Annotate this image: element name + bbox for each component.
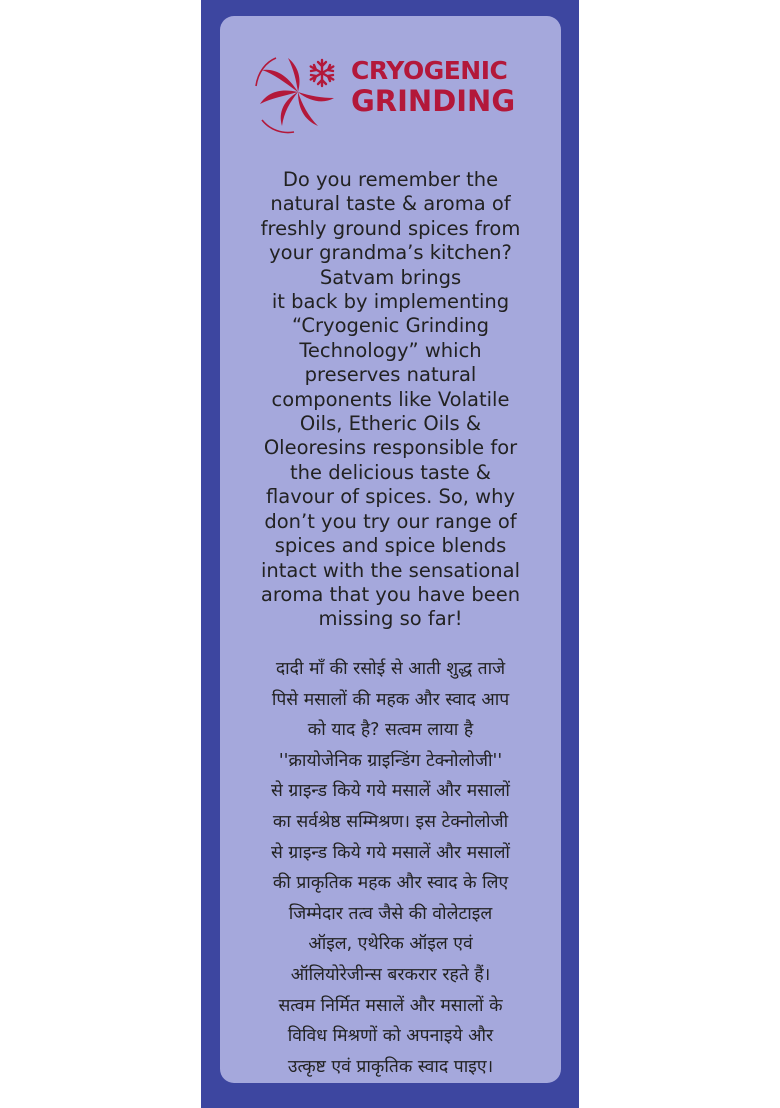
hindi-line: से ग्राइन्ड किये गये मसालें और मसालों bbox=[271, 842, 510, 863]
english-line: “Cryogenic Grinding bbox=[291, 314, 490, 338]
english-line: preserves natural bbox=[304, 363, 477, 387]
hindi-line: उत्कृष्ट एवं प्राकृतिक स्वाद पाइए। bbox=[287, 1056, 494, 1077]
hindi-line: पिसे मसालों की महक और स्वाद आप bbox=[271, 689, 510, 710]
hindi-line: विविध मिश्रणों को अपनाइये और bbox=[287, 1026, 494, 1047]
hindi-line: से ग्राइन्ड किये गये मसालें और मसालों bbox=[271, 781, 510, 802]
english-line: don’t you try our range of bbox=[264, 509, 517, 533]
content-panel bbox=[220, 16, 561, 1083]
logo-wordmark bbox=[351, 56, 515, 116]
hindi-line: ''क्रायोजेनिक ग्राइन्डिंग टेक्नोलोजी'' bbox=[278, 750, 503, 771]
logo-line-cryogenic: CRYOGENIC bbox=[351, 56, 508, 85]
hindi-line: जिम्मेदार तत्व जैसे की वोलेटाइल bbox=[288, 903, 493, 924]
hindi-line: को याद है? सत्वम लाया है bbox=[307, 720, 474, 741]
english-line: Technology” which bbox=[299, 338, 482, 362]
english-line: the delicious taste & bbox=[290, 460, 491, 484]
hindi-line: सत्वम निर्मित मसालें और मसालों के bbox=[278, 995, 503, 1016]
english-line: missing so far! bbox=[318, 607, 463, 631]
english-line: Oils, Etheric Oils & bbox=[299, 412, 482, 436]
english-line: it back by implementing bbox=[271, 290, 510, 314]
english-line: Oleoresins responsible for bbox=[263, 436, 518, 460]
english-line: freshly ground spices from bbox=[260, 216, 521, 240]
english-line: aroma that you have been bbox=[260, 582, 521, 606]
english-line: spices and spice blends bbox=[274, 534, 507, 558]
english-line: natural taste & aroma of bbox=[270, 192, 511, 216]
hindi-line: ऑइल, एथेरिक ऑइल एवं bbox=[308, 934, 473, 955]
english-line: components like Volatile bbox=[271, 387, 510, 411]
hindi-line: ऑलियोरेजीन्स बरकरार रहते हैं। bbox=[290, 964, 491, 985]
english-line: Do you remember the bbox=[282, 168, 499, 191]
snowflake-swirl-icon bbox=[248, 46, 348, 136]
english-line: your grandma’s kitchen? bbox=[269, 241, 512, 265]
hindi-paragraph bbox=[220, 654, 561, 1082]
hindi-line: का सर्वश्रेष्ठ सम्मिश्रण। इस टेक्नोलोजी bbox=[272, 811, 509, 832]
english-line: flavour of spices. So, why bbox=[265, 485, 516, 509]
english-paragraph bbox=[220, 168, 561, 632]
cryogenic-grinding-logo bbox=[248, 46, 548, 136]
banner bbox=[201, 0, 579, 1108]
logo-line-grinding: GRINDING bbox=[351, 84, 516, 118]
english-line: Satvam brings bbox=[319, 265, 462, 289]
hindi-line: की प्राकृतिक महक और स्वाद के लिए bbox=[272, 873, 509, 894]
english-line: intact with the sensational bbox=[260, 558, 521, 582]
hindi-line: दादी माँ की रसोई से आती शुद्ध ताजे bbox=[275, 659, 506, 679]
